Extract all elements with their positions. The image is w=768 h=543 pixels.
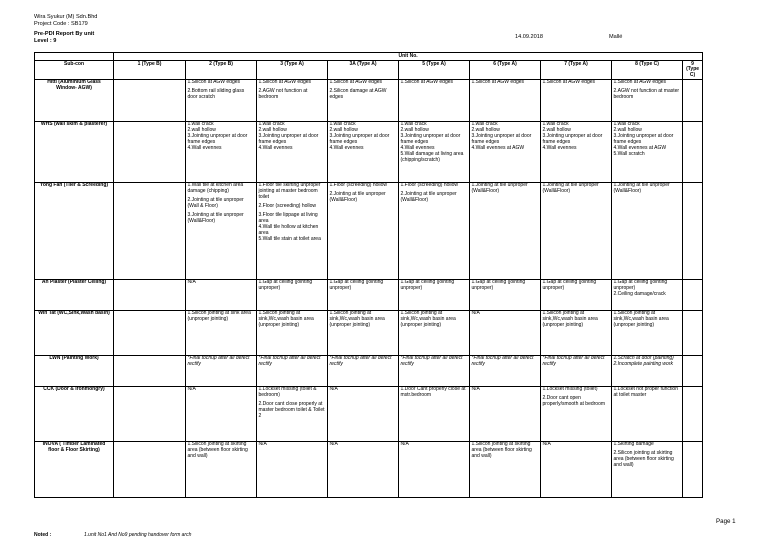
subcon-cell: LWN (Painting Work): [35, 355, 114, 386]
defect-item: 1.Floor (screeding) hollow: [400, 182, 459, 189]
defect-cell: [612, 121, 683, 182]
defect-item: N/A: [400, 441, 409, 448]
defect-item: N/A: [329, 441, 338, 448]
unit-header: 6 (Type A): [470, 61, 541, 80]
defect-item: 2.Jointing at tile unproper (Wall&Floor): [400, 191, 457, 204]
defect-cell: [683, 79, 703, 121]
defect-item: *Final tochup after all defect rectify: [258, 355, 321, 368]
subcon-cell: WHS (wall skim & plasterer): [35, 121, 114, 182]
defect-item: 1.Silicon at AGW edges: [187, 79, 241, 86]
defect-cell: [470, 121, 541, 182]
report-title: Pre-PDI Report By unit: [34, 31, 95, 37]
defect-cell: [114, 182, 186, 279]
defect-item: 1.Silicon at AGW edges: [613, 79, 667, 86]
noted-footnote: [34, 532, 191, 538]
defect-row: [35, 310, 703, 355]
defect-item: *Final tochup after all defect rectify: [329, 355, 392, 368]
defect-item: 1.Skirting damage: [613, 441, 654, 448]
defect-item: 1.Wall tile at kitchen area damage (chipping): [187, 182, 244, 195]
defect-item: 1.Gap at ceiling (jointing unproper): [542, 279, 597, 292]
defect-cell: [470, 79, 541, 121]
defect-cell: [114, 386, 186, 441]
defect-item: 2.Jointing at tile unproper (Wall & Floor): [187, 197, 244, 209]
column-header-row: [35, 61, 703, 80]
defect-cell: [257, 386, 328, 441]
defect-cell: [541, 386, 612, 441]
defect-cell: [328, 79, 399, 121]
defect-item: 1.Silicon at AGW edges: [258, 79, 312, 86]
defect-item: N/A: [542, 441, 551, 448]
defect-cell: [470, 182, 541, 279]
defect-cell: [186, 310, 257, 355]
defect-item: N/A: [329, 386, 338, 393]
defect-item: 1.Jointing at tile unproper (Wall&Floor): [471, 182, 528, 195]
defect-item: 1.Silicon at AGW edges: [329, 79, 383, 86]
defect-row: [35, 279, 703, 310]
defect-cell: [257, 441, 328, 497]
defect-item: 2.Silicon jointing at skirting area (between floor skirting and wall): [613, 450, 674, 468]
defect-item: 2.AGW not function at master bedroom: [613, 88, 680, 101]
defect-item: 1.Jointing at tile unproper (Wall&Floor): [542, 182, 599, 195]
defect-cell: [186, 182, 257, 279]
defect-item: 1.Silicon jointing at sink,Wc,wash basin area (unproper jointing): [258, 310, 314, 329]
defect-item: 1.Silicon at AGW edges: [471, 79, 525, 86]
company-name: Wira Syukur (M) Sdn.Bhd: [34, 14, 98, 20]
defect-cell: [470, 441, 541, 497]
defect-cell: [612, 182, 683, 279]
unit-header: 7 (Type A): [541, 61, 612, 80]
defect-cell: [541, 79, 612, 121]
defect-cell: [612, 441, 683, 497]
defect-cell: [683, 355, 703, 386]
noted-label: Noted :: [34, 532, 52, 538]
subcon-cell: CCK (Door & Ironmongry): [35, 386, 114, 441]
defect-cell: [328, 182, 399, 279]
unit-header: 3 (Type A): [257, 61, 328, 80]
defect-row: [35, 355, 703, 386]
defect-cell: [470, 386, 541, 441]
unit-header: 5 (Type A): [399, 61, 470, 80]
defect-item: 1.Silicon jointing at sink,Wc,wash basin area (unproper jointing): [400, 310, 456, 329]
defect-cell: [470, 310, 541, 355]
defect-item: 1.Silicon jointing at sink,Wc,wash basin area (unproper jointing): [613, 310, 669, 329]
defect-cell: [399, 310, 470, 355]
defect-cell: [114, 355, 186, 386]
defect-row: [35, 79, 703, 121]
defect-row: [35, 386, 703, 441]
defect-item: 3.Jointing at tile unproper (Wall&Floor): [187, 211, 244, 224]
defect-cell: [328, 355, 399, 386]
defect-item: 1.Scratch at door (painting) 2.Incomplete painting work: [613, 355, 674, 368]
defect-cell: [612, 310, 683, 355]
subcon-cell: INOVA ( Timber Laminated floor & Floor Skirting): [35, 441, 114, 497]
defect-item: 2.Floor (screeding) hollow: [258, 203, 317, 209]
defect-item: 3.Floor tile lippage at living area 4.Wall tile hollow at kitchen area 5.Wall tile stain at toilet area: [258, 211, 321, 242]
defect-cell: [683, 279, 703, 310]
defect-cell: [399, 279, 470, 310]
page-number: Page 1: [716, 518, 736, 525]
defect-cell: [612, 355, 683, 386]
defect-item: 1.Gap at ceiling (jointing unproper) 2.Ceiling damage/crack: [613, 279, 668, 298]
defect-item: 1.Silicon jointing at skirting area (between floor skirting and wall): [187, 441, 248, 460]
level-label: Level : 9: [34, 38, 57, 44]
defect-cell: [683, 310, 703, 355]
defect-row: [35, 182, 703, 279]
defect-cell: [257, 279, 328, 310]
defect-item: *Final tochup after all defect rectify: [400, 355, 463, 368]
defect-item: 1.Silicon jointing at sink,Wc,wash basin area (unproper jointing): [329, 310, 385, 329]
defect-cell: [328, 279, 399, 310]
defect-cell: [683, 441, 703, 497]
defect-item: 1.Silicon jointing at skirting area (between floor skirting and wall): [471, 441, 532, 460]
defect-item: N/A: [187, 386, 196, 393]
unit-header: 2 (Type B): [186, 61, 257, 80]
subcon-header: Sub-con: [35, 61, 114, 80]
defect-cell: [541, 121, 612, 182]
defect-item: 1.Gap at ceiling (jointing unproper): [258, 279, 313, 292]
defect-cell: [114, 121, 186, 182]
defect-cell: [328, 121, 399, 182]
subcon-cell: Win Tat (WC,Sink,Wash basin): [35, 310, 114, 355]
defect-row: [35, 441, 703, 497]
blank-corner-cell: [35, 53, 114, 61]
defect-cell: [470, 355, 541, 386]
defect-cell: [186, 441, 257, 497]
defect-item: 2.Door cant close properly at master bedroom toilet & Toilet 2: [258, 401, 325, 419]
defect-item: 1.wall crack 2.wall hollow 3.Jointing unproper at door frame edges 4.Wall evennes at AGW 5.Wall scratch: [613, 121, 674, 157]
defect-cell: [683, 182, 703, 279]
defect-item: *Final tochup after all defect rectify: [542, 355, 605, 368]
defect-cell: [186, 79, 257, 121]
defect-cell: [186, 386, 257, 441]
defect-cell: [541, 182, 612, 279]
defect-cell: [328, 386, 399, 441]
defect-item: *Final tochup after all defect rectify: [187, 355, 250, 368]
defect-cell: [399, 182, 470, 279]
project-code: Project Code : SB179: [34, 21, 88, 27]
defect-item: 1.Floor tile skirting unproper jointing at master bedroom toilet: [258, 182, 321, 201]
defect-row: [35, 121, 703, 182]
defect-item: N/A: [258, 441, 267, 448]
defect-cell: [257, 121, 328, 182]
subcon-cell: Yong Fah (Tiler & Screeding): [35, 182, 114, 279]
inspector-name: Mallé: [609, 34, 623, 40]
defect-item: 1.wall crack 2.wall hollow 3.Jointing unproper at door frame edges 4.Wall evennes: [329, 121, 390, 151]
defect-item: 1.Silicon jointing at sink area (unproper jointing): [187, 310, 251, 323]
defect-cell: [399, 441, 470, 497]
defect-cell: [114, 279, 186, 310]
unit-header: 1 (Type B): [114, 61, 186, 80]
defect-item: 2.AGW not function at bedroom: [258, 88, 308, 101]
defect-cell: [328, 441, 399, 497]
defect-cell: [186, 121, 257, 182]
defect-item: 1.Silicon at AGW edges: [542, 79, 596, 86]
defect-item: 1.Jointing at tile unproper (Wall&Floor): [613, 182, 670, 195]
defect-item: 1.Lockset missing (toilet): [542, 386, 598, 393]
defect-cell: [541, 279, 612, 310]
defect-item: *Final tochup after all defect rectify: [471, 355, 534, 368]
defect-item: N/A: [187, 279, 196, 286]
defect-item: N/A: [471, 310, 480, 317]
subcon-cell: An Plaster (Plaster Ceiling): [35, 279, 114, 310]
defect-item: 1.Floor (screeding) hollow: [329, 182, 388, 189]
defect-item: 1.Lockset missing (toilet & bedroom): [258, 386, 317, 399]
defect-cell: [257, 355, 328, 386]
subcon-cell: Hitti (Aluminium Glass Window- AGW): [35, 79, 114, 121]
unit-header: 3A (Type A): [328, 61, 399, 80]
defect-item: 2.Bottom rail sliding glass door scratch: [187, 88, 245, 101]
defect-cell: [470, 279, 541, 310]
defect-item: 1.Silicon jointing at sink,Wc,wash basin area (unproper jointing): [542, 310, 598, 329]
defect-item: 2.Jointing at tile unproper (Wall&Floor): [329, 191, 386, 204]
defect-item: 1.Gap at ceiling (jointing unproper): [400, 279, 455, 292]
unit-no-label: Unit No.: [114, 53, 703, 61]
defect-cell: [114, 441, 186, 497]
defect-cell: [399, 355, 470, 386]
defect-cell: [541, 355, 612, 386]
defect-item: 1.wall crack 2.wall hollow 3.Jointing unproper at door frame edges 4.Wall evennes: [542, 121, 603, 151]
defect-cell: [328, 310, 399, 355]
report-date: 14.09.2018: [515, 34, 543, 40]
noted-text: 1.unit No1 And No9 pending handover form arch: [84, 532, 192, 538]
defect-cell: [257, 310, 328, 355]
defect-item: 1.wall crack 2.wall hollow 3.Jointing unproper at door frame edges 4.Wall evennes 5.Wall damage at living area (chipping/scratch): [400, 121, 464, 163]
defect-cell: [399, 121, 470, 182]
defect-item: 1.Gap at ceiling (jointing unproper): [471, 279, 526, 292]
defect-item: 1.Door Cant properly close at mstr.bedroom: [400, 386, 466, 399]
unit-header: 9 (Type C): [683, 61, 703, 80]
defect-cell: [399, 386, 470, 441]
defect-cell: [186, 279, 257, 310]
unit-header: 8 (Type C): [612, 61, 683, 80]
defect-cell: [114, 79, 186, 121]
defect-item: 1.Gap at ceiling (jointing unproper): [329, 279, 384, 292]
defect-item: N/A: [471, 386, 480, 393]
defect-item: 2.Silicon damage at AGW edges: [329, 88, 387, 101]
defect-cell: [683, 121, 703, 182]
defect-item: 1.wall crack 2.wall hollow 3.Jointing unproper at door frame edges 4.Wall evennes: [258, 121, 319, 151]
defect-cell: [114, 310, 186, 355]
defect-item: 2.Door cant open properly/smooth at bedroom: [542, 395, 606, 408]
defect-cell: [541, 441, 612, 497]
defect-item: 1.wall crack 2.wall hollow 3.Jointing unproper at door frame edges 4.Wall evennes: [187, 121, 248, 151]
defect-cell: [541, 310, 612, 355]
defect-cell: [399, 79, 470, 121]
defect-item: 1.Lockset not proper function at toilet master: [613, 386, 678, 399]
defect-item: 1.Silicon at AGW edges: [400, 79, 454, 86]
defect-cell: [612, 279, 683, 310]
unit-no-header-row: [35, 53, 703, 61]
defect-cell: [612, 79, 683, 121]
defect-cell: [257, 79, 328, 121]
defect-table: [34, 52, 703, 498]
defect-cell: [612, 386, 683, 441]
defect-cell: [186, 355, 257, 386]
defect-cell: [683, 386, 703, 441]
defect-cell: [257, 182, 328, 279]
defect-item: 1.wall crack 2.wall hollow 3.Jointing unproper at door frame edges 4.Wall evennes at AGW: [471, 121, 532, 151]
